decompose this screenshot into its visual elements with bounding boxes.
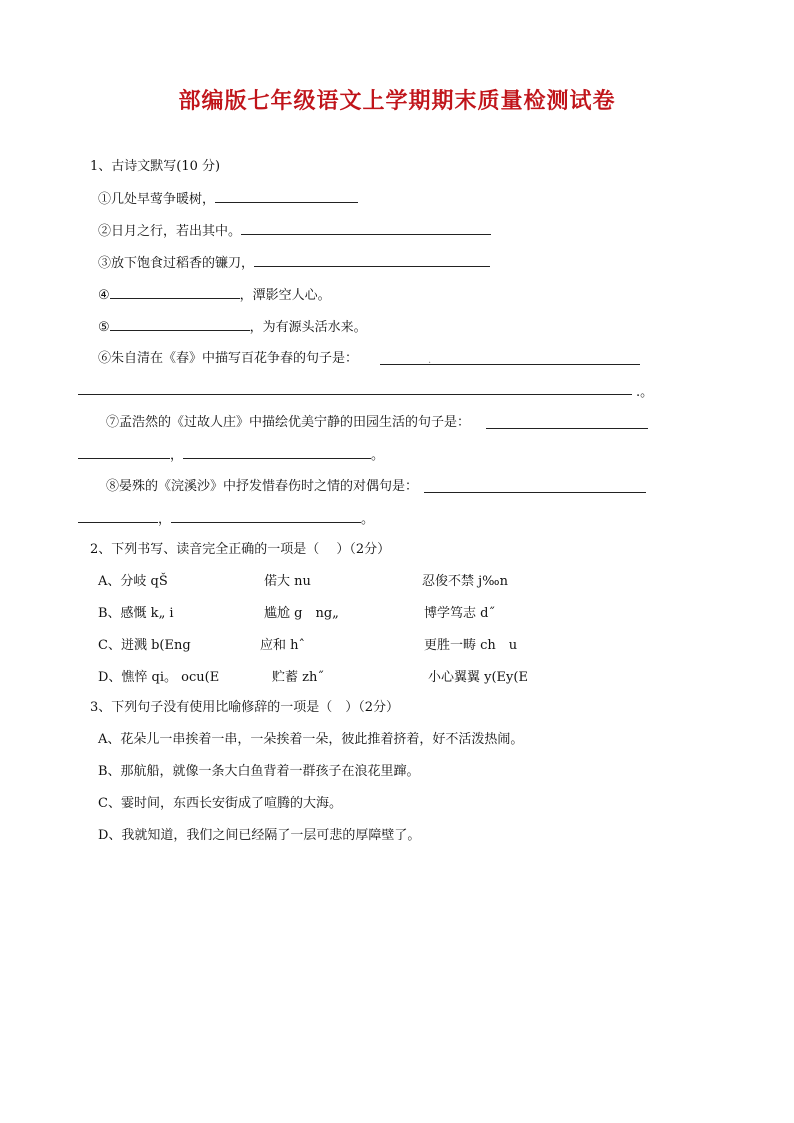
q3-heading: 3、下列句子没有使用比喻修辞的一项是（ ）（2分） [90, 700, 400, 715]
q3-option-b[interactable]: B、那航船，就像一条大白鱼背着一群孩子在浪花里蹿。 [98, 764, 420, 779]
q1-item-8-answer-row [78, 510, 374, 529]
q3-option-a[interactable]: A、花朵儿一串挨着一串，一朵挨着一朵，彼此推着挤着，好不活泼热闹。 [98, 732, 524, 747]
q1-item-5-text: ，为有源头活水来。 [249, 320, 367, 335]
q2-option-a-col1[interactable]: A、分岐 qŠ [98, 574, 168, 589]
period: 。 [371, 448, 385, 463]
q3-option-d[interactable]: D、我就知道，我们之间已经隔了一层可悲的厚障壁了。 [98, 828, 421, 843]
q2-option-c-col1[interactable]: C、迸溅 b(Eng [98, 638, 191, 653]
q1-item-4-number: ④ [98, 288, 110, 303]
answer-blank[interactable] [171, 510, 361, 523]
document-title: 部编版七年级语文上学期期末质量检测试卷 [178, 89, 616, 114]
comma: ， [158, 512, 172, 527]
q2-option-b-col1[interactable]: B、感慨 k„ i [98, 606, 174, 621]
q1-item-5-number: ⑤ [98, 320, 110, 335]
q1-item-7-answer-row [78, 446, 384, 465]
period: 。 [361, 512, 375, 527]
answer-blank[interactable] [78, 510, 158, 523]
q2-option-c-col3: 更胜一畴 ch u [424, 638, 518, 653]
q2-option-b-col2: 尴尬 g ng„ [264, 606, 339, 621]
q2-option-d-col2: 贮蓄 zh˝ [272, 670, 324, 685]
q1-heading: 1、古诗文默写(10 分) [90, 159, 221, 174]
q2-option-d-col3: 小心翼翼 y(Ey(E [428, 670, 528, 685]
answer-blank[interactable] [424, 480, 646, 493]
comma: ， [170, 448, 184, 463]
q1-item-7: ⑦孟浩然的《过故人庄》中描绘优美宁静的田园生活的句子是： [106, 415, 471, 430]
q2-option-d-col1[interactable]: D、憔悴 qi。 ocu(E [98, 670, 220, 685]
q2-option-c-col2: 应和 hˆ [260, 638, 306, 653]
q1-item-6: ⑥朱自清在《春》中描写百花争春的句子是： [98, 351, 359, 366]
answer-blank[interactable] [78, 382, 632, 395]
q1-item-1-text: ①几处早莺争暖树， [98, 192, 216, 207]
q1-item-2-text: ②日月之行，若出其中。 [98, 224, 242, 239]
q2-option-b-col3: 博学笃志 d˝ [424, 606, 495, 621]
q1-item-6-mark: . [428, 355, 432, 366]
answer-blank[interactable] [183, 446, 371, 459]
answer-blank[interactable] [241, 222, 491, 235]
answer-blank[interactable] [380, 352, 640, 365]
q1-item-4 [98, 286, 331, 305]
q1-item-6-end: .。 [636, 385, 654, 400]
answer-blank[interactable] [110, 318, 250, 331]
q1-item-1 [98, 190, 358, 209]
q1-item-2 [98, 222, 491, 241]
q3-option-c[interactable]: C、霎时间，东西长安街成了喧腾的大海。 [98, 796, 342, 811]
answer-blank[interactable] [78, 446, 170, 459]
q1-item-3 [98, 254, 490, 273]
answer-blank[interactable] [215, 190, 358, 203]
answer-blank[interactable] [254, 254, 490, 267]
q1-item-5 [98, 318, 367, 337]
answer-blank[interactable] [486, 416, 648, 429]
q2-option-a-col2: 偌大 nu [264, 574, 311, 589]
q2-heading: 2、下列书写、读音完全正确的一项是（ ）（2分） [90, 542, 391, 557]
answer-blank[interactable] [110, 286, 240, 299]
q1-item-8: ⑧晏殊的《浣溪沙》中抒发惜春伤时之情的对偶句是： [106, 479, 419, 494]
q1-item-3-text: ③放下饱食过稻香的镰刀， [98, 256, 255, 271]
q1-item-4-text: ，潭影空人心。 [239, 288, 331, 303]
q2-option-a-col3: 忍俊不禁 j‰n [422, 574, 508, 589]
